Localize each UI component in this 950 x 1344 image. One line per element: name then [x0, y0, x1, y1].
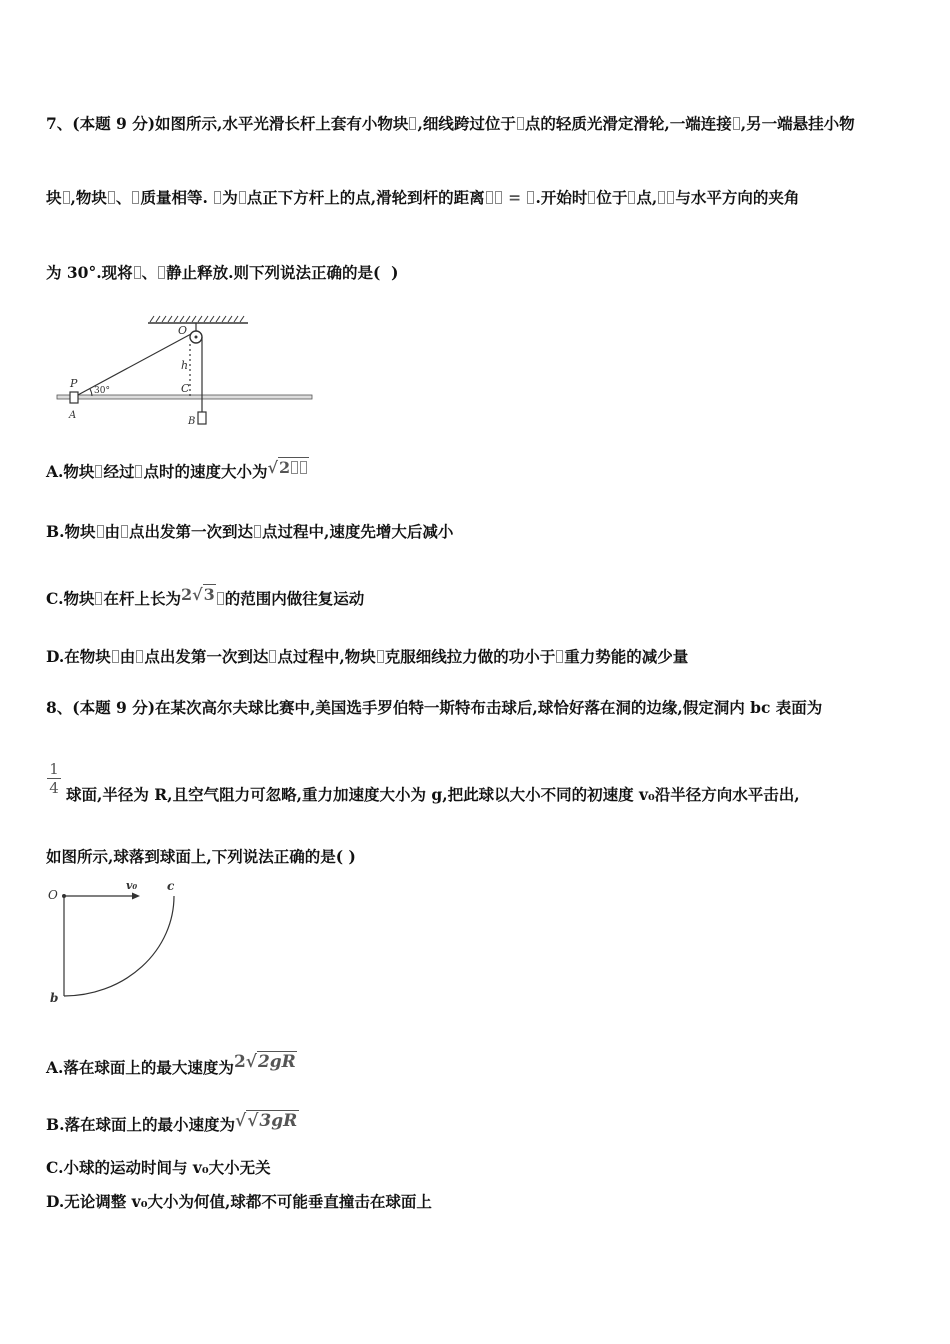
q7-pulley-figure [50, 312, 320, 432]
missing-glyph-icon [377, 650, 384, 663]
missing-glyph-icon [239, 191, 246, 204]
missing-glyph-icon [254, 525, 261, 538]
missing-glyph-icon [112, 650, 119, 663]
missing-glyph-icon [95, 465, 102, 478]
sqrt-expression: 2√2gR [233, 1052, 296, 1072]
missing-glyph-icon [217, 592, 224, 605]
missing-glyph-icon [486, 191, 493, 204]
q8-option-a: A.落在球面上的最大速度为2√2gR [46, 1052, 296, 1077]
q8-option-d: D.无论调整 v₀大小为何值,球都不可能垂直撞击在球面上 [46, 1192, 432, 1211]
q8-option-b: B.落在球面上的最小速度为√√3gR [46, 1111, 298, 1134]
q7-option-b: B.物块 由 点出发第一次到达 点过程中,速度先增大后减小 [46, 522, 454, 541]
sqrt-expression: √√3gR [235, 1111, 298, 1131]
velocity-arrowhead [132, 893, 140, 900]
q7-line-2: 块 ,物块 、 质量相等. 为 点正下方杆上的点,滑轮到杆的距离 = .开始时 位于 点, 与水平方向的夹角 [46, 188, 800, 207]
q7-line-3: 为 30°.现将 、 静止释放.则下列说法正确的是( ) [46, 263, 399, 282]
missing-glyph-icon [291, 461, 298, 474]
missing-glyph-icon [733, 117, 740, 130]
missing-glyph-icon [300, 461, 307, 474]
missing-glyph-icon [667, 191, 674, 204]
label-angle: 30° [94, 386, 110, 396]
label-c: c [167, 879, 175, 893]
missing-glyph-icon [97, 525, 104, 538]
pulley-axle [195, 336, 198, 339]
missing-glyph-icon [135, 465, 142, 478]
missing-glyph-icon [658, 191, 665, 204]
q8-option-c: C.小球的运动时间与 v₀大小无关 [46, 1158, 271, 1177]
label-o: O [178, 324, 188, 337]
label-a: A [69, 410, 77, 421]
missing-glyph-icon [628, 191, 635, 204]
missing-glyph-icon [63, 191, 70, 204]
missing-glyph-icon [588, 191, 595, 204]
label-o: O [48, 888, 58, 902]
missing-glyph-icon [517, 117, 524, 130]
sqrt-expression: √2 [267, 457, 309, 477]
q8-line-1: 8、(本题 9 分)在某次高尔夫球比赛中,美国选手罗伯特一斯特布击球后,球恰好落在洞的边缘,假定洞内 bc 表面为 [46, 698, 823, 717]
ceiling-hatch [150, 316, 244, 322]
missing-glyph-icon [527, 191, 534, 204]
quarter-arc [64, 896, 174, 996]
q7-option-a: A.物块 经过 点时的速度大小为√2 [46, 457, 309, 483]
missing-glyph-icon [269, 650, 276, 663]
q7-option-c: C.物块 在杆上长为2√3 的范围内做往复运动 [46, 585, 365, 608]
missing-glyph-icon [132, 191, 139, 204]
missing-glyph-icon [495, 191, 502, 204]
q8-line-3: 如图所示,球落到球面上,下列说法正确的是( ) [46, 847, 356, 866]
missing-glyph-icon [556, 650, 563, 663]
block-a [70, 392, 78, 403]
q7-option-d: D.在物块 由 点出发第一次到达 点过程中,物块 克服细线拉力做的功小于 重力势能的减少量 [46, 647, 689, 666]
label-p: P [70, 377, 78, 390]
fraction-one-quarter: 1 4 [46, 760, 62, 797]
missing-glyph-icon [95, 592, 102, 605]
label-v0: v₀ [126, 879, 138, 892]
missing-glyph-icon [108, 191, 115, 204]
sqrt-expression: 2√3 [180, 585, 215, 604]
missing-glyph-icon [136, 650, 143, 663]
missing-glyph-icon [158, 266, 165, 279]
label-b: B [188, 416, 196, 427]
q8-quarter-sphere-figure [44, 876, 204, 1016]
missing-glyph-icon [121, 525, 128, 538]
q8-line-2: 球面,半径为 R,且空气阻力可忽略,重力加速度大小为 g,把此球以大小不同的初速度 v₀沿半径方向水平击出, [66, 785, 800, 804]
q7-line-1: 7、(本题 9 分)如图所示,水平光滑长杆上套有小物块 ,细线跨过位于 点的轻质光滑定滑轮,一端连接 ,另一端悬挂小物 [46, 114, 855, 133]
label-c: C [181, 382, 190, 395]
missing-glyph-icon [409, 117, 416, 130]
missing-glyph-icon [134, 266, 141, 279]
missing-glyph-icon [214, 191, 221, 204]
label-h: h [181, 359, 189, 372]
block-b [198, 412, 206, 424]
label-b: b [50, 991, 59, 1005]
